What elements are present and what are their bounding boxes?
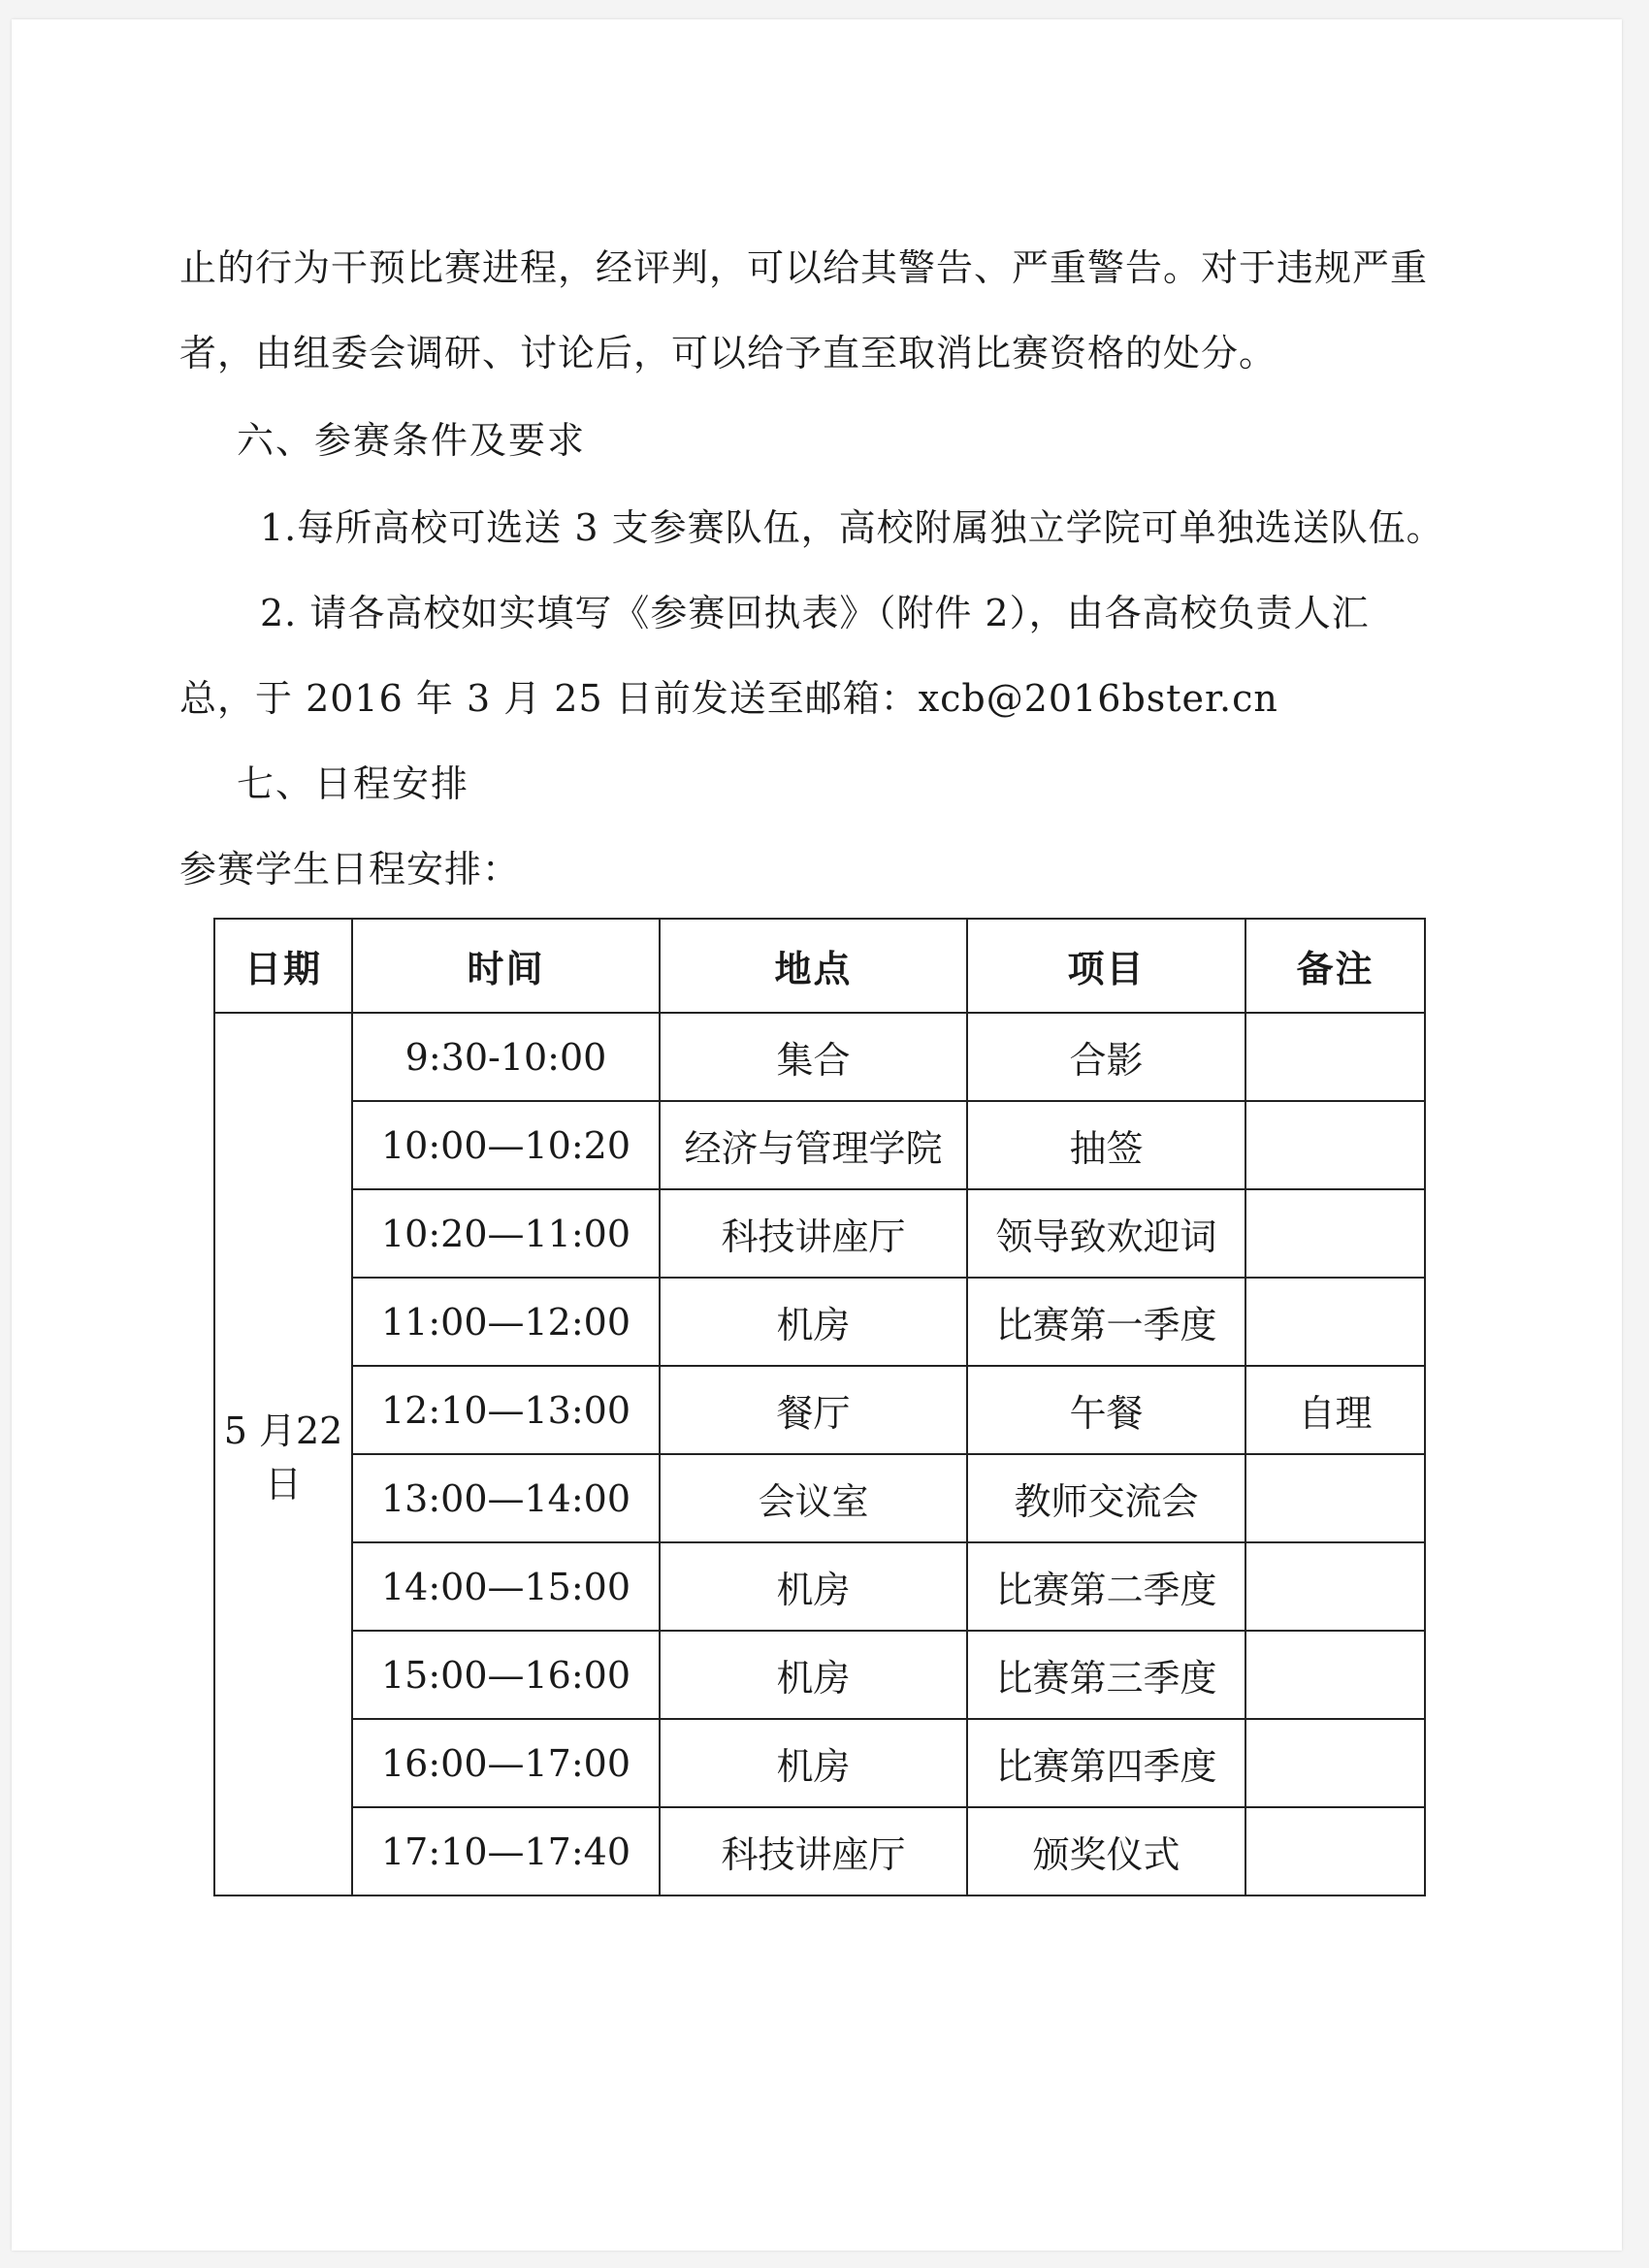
- place-cell: 机房: [660, 1719, 967, 1807]
- time-cell: 9:30-10:00: [352, 1013, 660, 1101]
- table-row: [214, 1278, 1425, 1366]
- header-place: 地点: [660, 919, 967, 1013]
- time-cell: 17:10—17:40: [352, 1807, 660, 1895]
- note-cell: [1245, 1454, 1425, 1542]
- item-cell: 颁奖仪式: [967, 1807, 1245, 1895]
- table-row: [214, 1542, 1425, 1631]
- header-date: 日期: [214, 919, 352, 1013]
- table-header-row: [214, 919, 1425, 1013]
- table-row: [214, 1719, 1425, 1807]
- header-item: 项目: [967, 919, 1245, 1013]
- time-cell: 13:00—14:00: [352, 1454, 660, 1542]
- list-item: 2. 请各高校如实填写《参赛回执表》（附件 2），由各高校负责人汇: [260, 592, 1370, 634]
- document-page: [12, 19, 1622, 2251]
- note-cell: [1245, 1542, 1425, 1631]
- note-cell: [1245, 1101, 1425, 1189]
- place-cell: 集合: [660, 1013, 967, 1101]
- item-cell: 午餐: [967, 1366, 1245, 1454]
- place-cell: 经济与管理学院: [660, 1101, 967, 1189]
- table-row: [214, 1101, 1425, 1189]
- note-cell: [1245, 1278, 1425, 1366]
- table-row: [214, 1631, 1425, 1719]
- note-cell: [1245, 1013, 1425, 1101]
- time-cell: 16:00—17:00: [352, 1719, 660, 1807]
- time-cell: 12:10—13:00: [352, 1366, 660, 1454]
- table-row: [214, 1807, 1425, 1895]
- place-cell: 餐厅: [660, 1366, 967, 1454]
- table-row: [214, 1454, 1425, 1542]
- paragraph-line: 止的行为干预比赛进程，经评判，可以给其警告、严重警告。对于违规严重: [179, 246, 1429, 289]
- section-heading: 七、日程安排: [237, 762, 470, 805]
- paragraph-line: 总，于 2016 年 3 月 25 日前发送至邮箱：xcb@2016bster.cn: [179, 677, 1278, 720]
- list-item: 1.每所高校可选送 3 支参赛队伍，高校附属独立学院可单独选送队伍。: [260, 506, 1444, 549]
- time-cell: 10:00—10:20: [352, 1101, 660, 1189]
- table-row: [214, 1013, 1425, 1101]
- item-cell: 比赛第四季度: [967, 1719, 1245, 1807]
- place-cell: 科技讲座厅: [660, 1189, 967, 1278]
- header-note: 备注: [1245, 919, 1425, 1013]
- table-caption: 参赛学生日程安排：: [179, 848, 521, 891]
- note-cell: [1245, 1631, 1425, 1719]
- item-cell: 抽签: [967, 1101, 1245, 1189]
- table-row: [214, 1189, 1425, 1278]
- table-row: [214, 1366, 1425, 1454]
- date-cell: 5 月22日: [214, 1013, 352, 1895]
- note-cell: 自理: [1245, 1366, 1425, 1454]
- note-cell: [1245, 1719, 1425, 1807]
- time-cell: 10:20—11:00: [352, 1189, 660, 1278]
- time-cell: 14:00—15:00: [352, 1542, 660, 1631]
- item-cell: 领导致欢迎词: [967, 1189, 1245, 1278]
- item-cell: 比赛第三季度: [967, 1631, 1245, 1719]
- paragraph-line: 者，由组委会调研、讨论后，可以给予直至取消比赛资格的处分。: [179, 332, 1277, 374]
- item-cell: 比赛第二季度: [967, 1542, 1245, 1631]
- item-cell: 教师交流会: [967, 1454, 1245, 1542]
- schedule-table: [213, 918, 1426, 1896]
- note-cell: [1245, 1807, 1425, 1895]
- place-cell: 机房: [660, 1631, 967, 1719]
- header-time: 时间: [352, 919, 660, 1013]
- item-cell: 比赛第一季度: [967, 1278, 1245, 1366]
- place-cell: 机房: [660, 1278, 967, 1366]
- note-cell: [1245, 1189, 1425, 1278]
- place-cell: 机房: [660, 1542, 967, 1631]
- time-cell: 11:00—12:00: [352, 1278, 660, 1366]
- place-cell: 科技讲座厅: [660, 1807, 967, 1895]
- place-cell: 会议室: [660, 1454, 967, 1542]
- item-cell: 合影: [967, 1013, 1245, 1101]
- section-heading: 六、参赛条件及要求: [237, 419, 587, 462]
- time-cell: 15:00—16:00: [352, 1631, 660, 1719]
